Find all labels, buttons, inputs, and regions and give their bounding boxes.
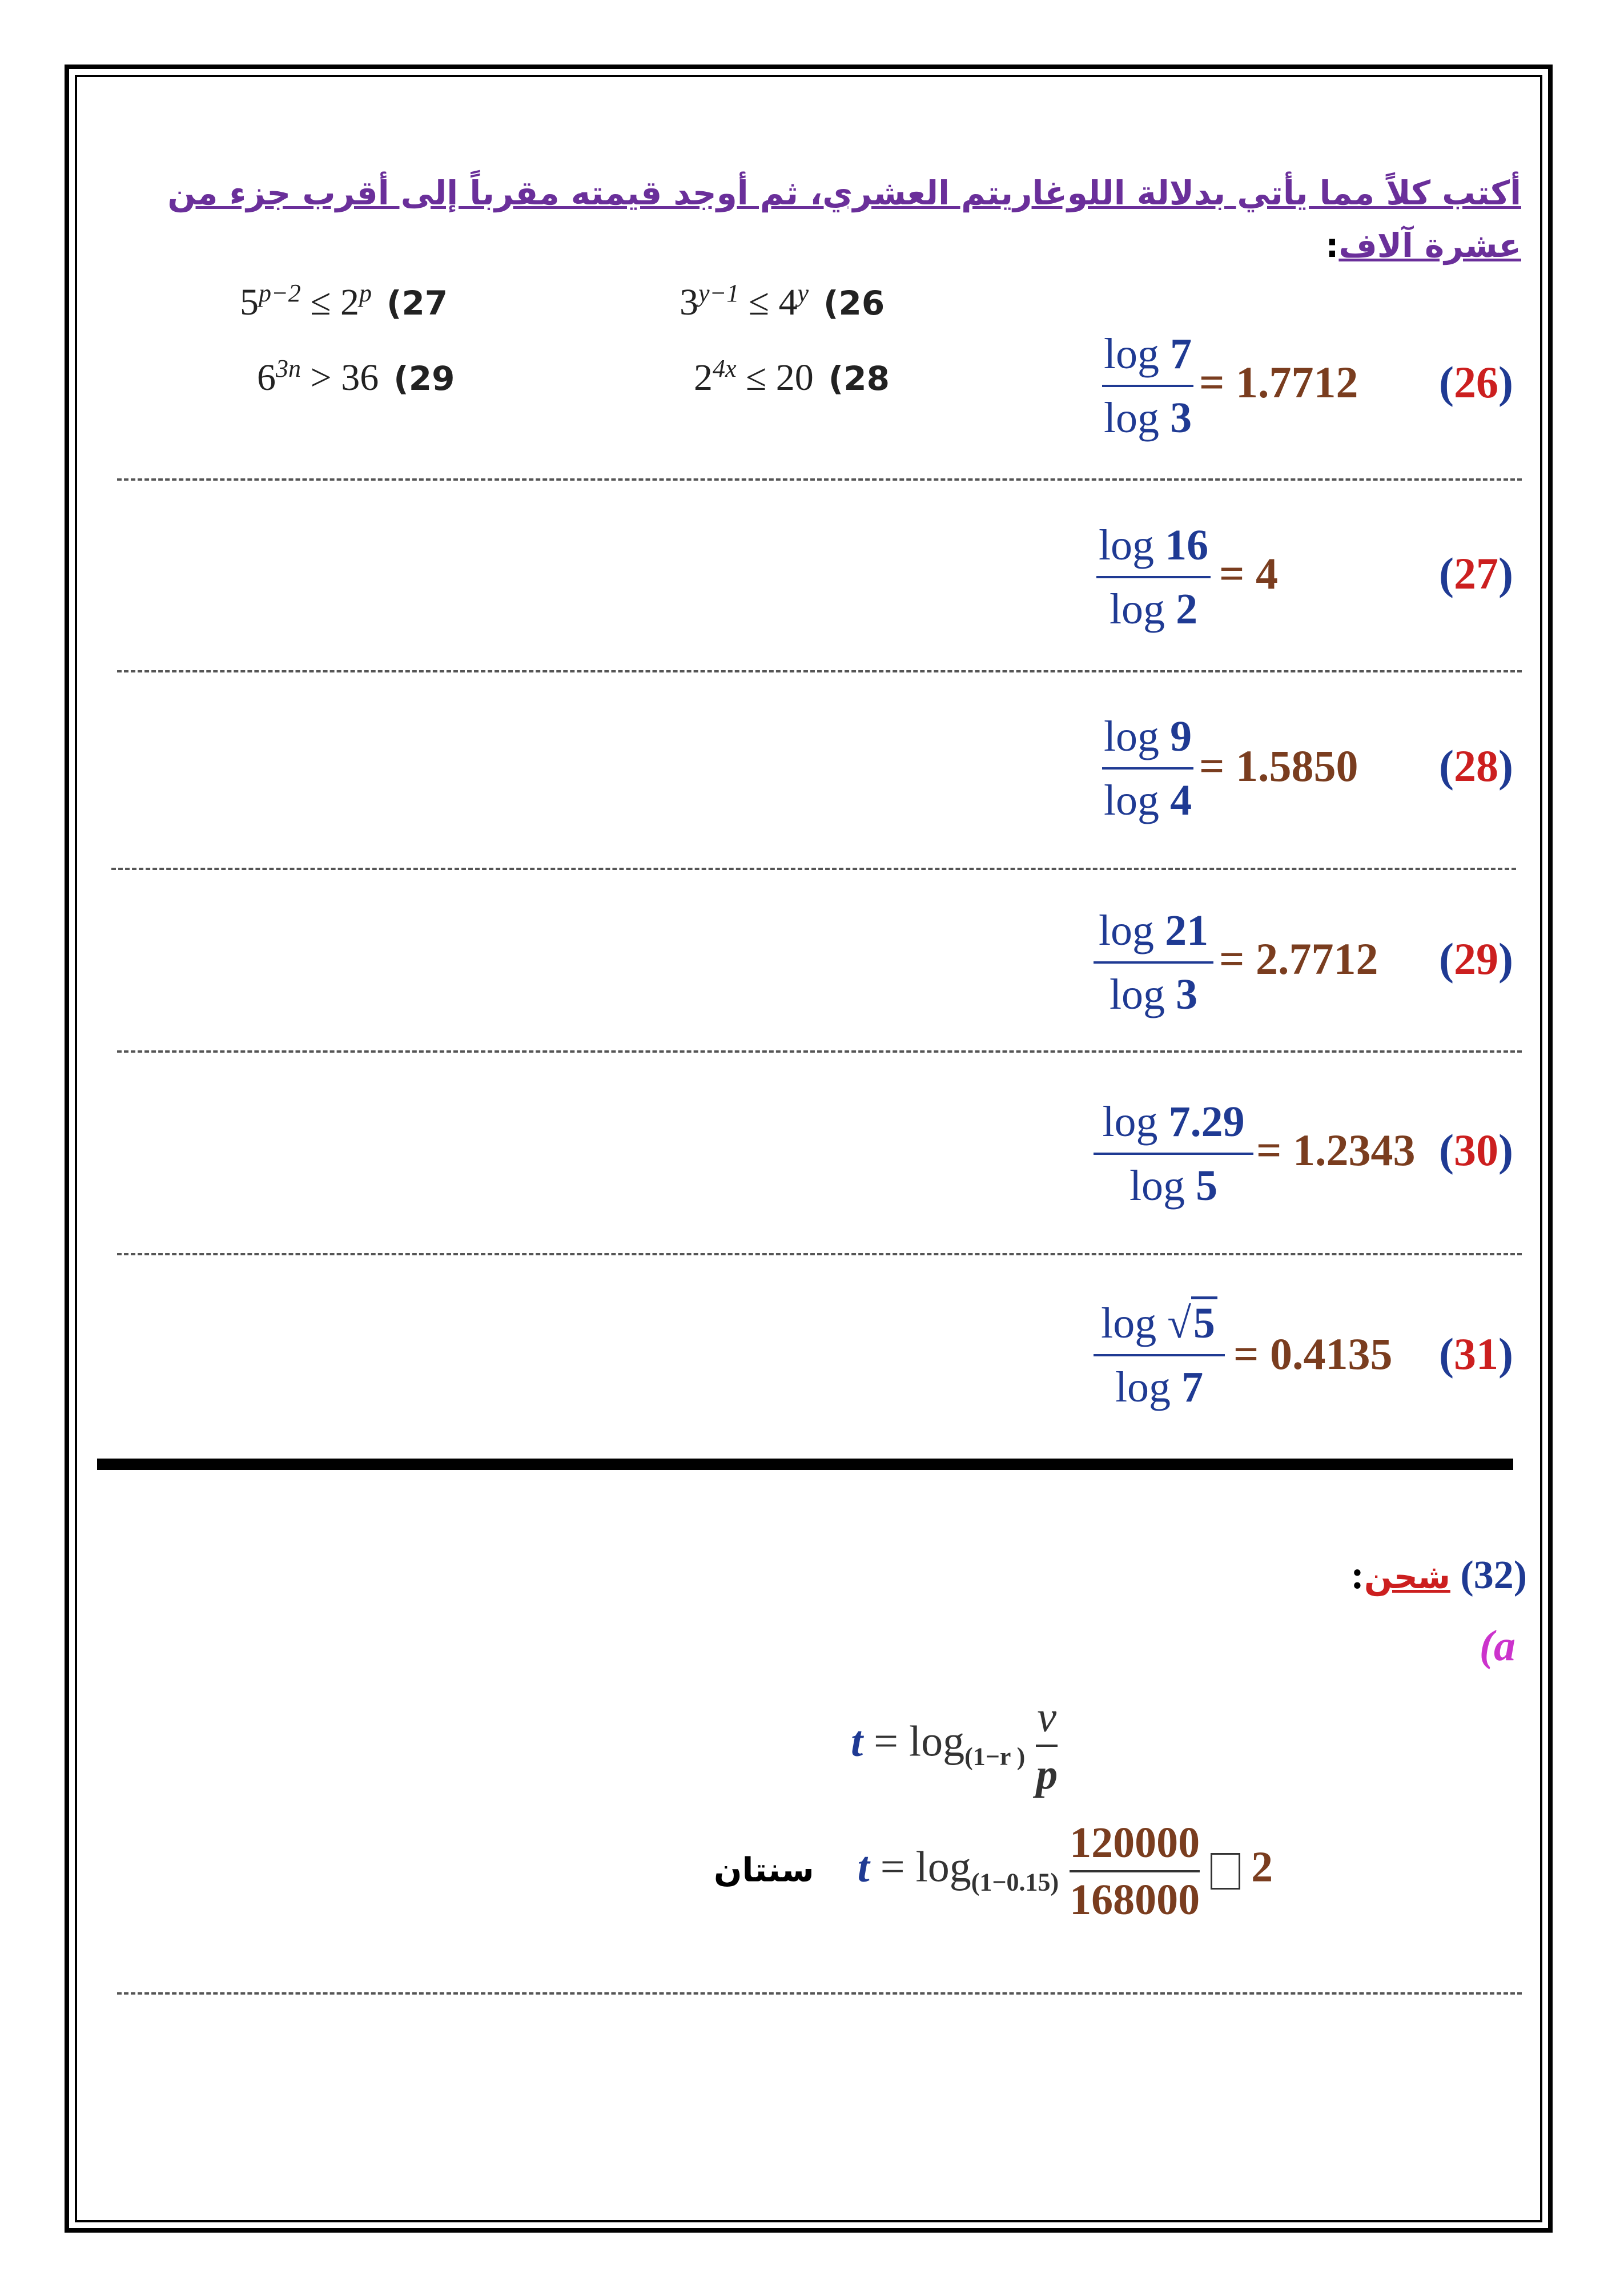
fraction-bar	[1102, 385, 1193, 387]
ex-num: (29	[393, 359, 455, 398]
formula-fraction	[1070, 1815, 1200, 1927]
log-word: log	[1103, 394, 1160, 442]
log-argument: 7	[1181, 1363, 1204, 1411]
dashed-divider	[117, 1253, 1522, 1255]
fraction-bar	[1102, 767, 1193, 770]
ex-exp: 3n	[276, 355, 301, 382]
ex-rbase: 36	[341, 357, 379, 398]
log-base: (1−0.15)	[971, 1868, 1059, 1896]
ex-rexp: p	[359, 279, 372, 307]
log-argument: 7	[1170, 330, 1192, 378]
log-argument: 4	[1170, 776, 1192, 824]
answer-31-fraction	[1094, 1295, 1225, 1416]
fraction-denominator: p	[1036, 1750, 1058, 1798]
log-argument: 7.29	[1168, 1098, 1245, 1146]
answer-number-value: 26	[1453, 357, 1498, 407]
answer-26-number: (26)	[1439, 357, 1513, 407]
ex-exp: p−2	[259, 279, 301, 307]
fraction-denominator	[1094, 1157, 1253, 1214]
variable-t: t	[851, 1717, 863, 1766]
answer-number-value: 31	[1453, 1329, 1498, 1379]
part-a-label: (a	[1479, 1622, 1516, 1670]
ex-base: 5	[240, 281, 259, 323]
fraction-numerator	[1096, 517, 1211, 574]
log-word: log	[1103, 712, 1160, 760]
ex-rexp: y	[797, 279, 809, 307]
ex-op: >	[301, 357, 341, 398]
formula-general	[851, 1690, 1058, 1802]
ex-op: ≤	[739, 281, 779, 323]
log-word: log	[1102, 1098, 1158, 1146]
problem-colon: :	[1350, 1553, 1364, 1597]
answer-number-value: 28	[1453, 741, 1498, 791]
log-argument: 9	[1170, 712, 1192, 760]
answer-31-value: = 0.4135	[1233, 1329, 1393, 1379]
problem-number: (32)	[1460, 1553, 1527, 1597]
answer-26-fraction	[1102, 325, 1193, 446]
log-base: (1−r )	[964, 1742, 1026, 1771]
answer-28-value: = 1.5850	[1199, 741, 1358, 791]
answer-28-number: (28)	[1439, 741, 1513, 791]
answer-29-value: = 2.7712	[1219, 934, 1378, 984]
fraction-denominator	[1094, 966, 1213, 1023]
answer-number-value: 29	[1453, 934, 1498, 984]
problem-label: شحن	[1364, 1557, 1450, 1596]
log-word: log	[1109, 585, 1165, 633]
log-argument: 3	[1176, 970, 1198, 1018]
ex-num: (27	[386, 284, 448, 323]
log-argument: 2	[1176, 585, 1198, 633]
log-argument: 5	[1191, 1296, 1217, 1347]
fraction-numerator	[1102, 325, 1193, 382]
log-word: log	[1103, 330, 1160, 378]
ex-exp: y−1	[698, 279, 739, 307]
dashed-divider	[111, 868, 1516, 870]
answer-30-fraction	[1094, 1093, 1253, 1214]
answer-29-fraction	[1094, 902, 1213, 1023]
dashed-divider	[117, 478, 1522, 481]
answer-30-number: (30)	[1439, 1125, 1513, 1175]
log-word: log	[1098, 907, 1155, 954]
log-word: log	[1129, 1162, 1185, 1210]
fraction-bar	[1094, 1354, 1225, 1356]
section-divider	[97, 1459, 1513, 1470]
formula-fraction	[1036, 1690, 1058, 1802]
ex-op: ≤	[736, 357, 776, 398]
fraction-numerator	[1102, 708, 1193, 765]
answer-28-fraction	[1102, 708, 1193, 829]
log-word: log	[1109, 970, 1165, 1018]
exercise-26	[680, 279, 885, 324]
answer-number-value: 27	[1453, 549, 1498, 598]
answer-26-value: = 1.7712	[1199, 357, 1358, 407]
log-argument: 5	[1196, 1162, 1218, 1210]
log-argument: 21	[1165, 907, 1209, 954]
dashed-divider	[117, 1992, 1522, 1995]
answer-30-value: = 1.2343	[1256, 1125, 1416, 1175]
ex-rbase: 2	[340, 281, 359, 323]
fraction-numerator	[1094, 902, 1213, 959]
exercise-27	[240, 279, 448, 324]
instruction-colon: :	[1325, 226, 1339, 265]
ex-exp: 4x	[713, 355, 737, 382]
instruction-text	[162, 167, 1521, 272]
answer-27-number: (27)	[1439, 549, 1513, 598]
fraction-bar	[1094, 1153, 1253, 1155]
instruction-line: أكتب كلاً مما يأتي بدلالة اللوغاريتم العشري، ثم أوجد قيمته مقرباً إلى أقرب جزء من عشرة آلاف	[167, 174, 1521, 265]
log-word: log	[1098, 521, 1155, 569]
answer-31-number: (31)	[1439, 1329, 1513, 1379]
fraction-numerator	[1094, 1295, 1225, 1352]
dashed-divider	[117, 670, 1522, 672]
fraction-numerator: 120000	[1070, 1819, 1200, 1867]
problem-32-heading	[1351, 1553, 1527, 1598]
fraction-denominator	[1096, 581, 1211, 638]
answer-29-number: (29)	[1439, 934, 1513, 984]
fraction-bar	[1096, 576, 1211, 578]
fraction-denominator	[1102, 772, 1193, 829]
square-root: √5	[1167, 1295, 1217, 1352]
exercise-29	[257, 354, 455, 400]
fraction-numerator	[1094, 1093, 1253, 1150]
fraction-numerator: v	[1037, 1693, 1057, 1741]
ex-base: 6	[257, 357, 276, 398]
result-unit: سنتان	[714, 1850, 814, 1890]
answer-number-value: 30	[1453, 1125, 1498, 1175]
ex-num: (28	[828, 359, 890, 398]
fraction-bar	[1094, 961, 1213, 964]
equals-log: = log	[863, 1717, 965, 1766]
answer-27-value: = 4	[1219, 549, 1278, 598]
approx-value: 2	[1251, 1843, 1273, 1891]
ex-base: 3	[680, 281, 698, 323]
fraction-denominator	[1102, 389, 1193, 446]
ex-op: ≤	[300, 281, 340, 323]
log-word: log	[1101, 1299, 1157, 1347]
ex-rbase: 20	[775, 357, 814, 398]
log-word: log	[1103, 776, 1160, 824]
fraction-denominator	[1094, 1359, 1225, 1416]
dashed-divider	[117, 1050, 1522, 1053]
answer-27-fraction	[1096, 517, 1211, 638]
ex-base: 2	[694, 357, 713, 398]
log-word: log	[1115, 1363, 1171, 1411]
approx-symbol-box	[1211, 1853, 1240, 1890]
log-argument: 3	[1170, 394, 1192, 442]
variable-t: t	[857, 1843, 870, 1891]
exercise-28	[694, 354, 890, 400]
fraction-denominator: 168000	[1070, 1876, 1200, 1924]
equals-log: = log	[869, 1843, 971, 1891]
log-argument: 16	[1165, 521, 1209, 569]
formula-evaluated	[714, 1815, 1273, 1927]
ex-rbase: 4	[778, 281, 798, 323]
ex-num: (26	[823, 284, 885, 323]
